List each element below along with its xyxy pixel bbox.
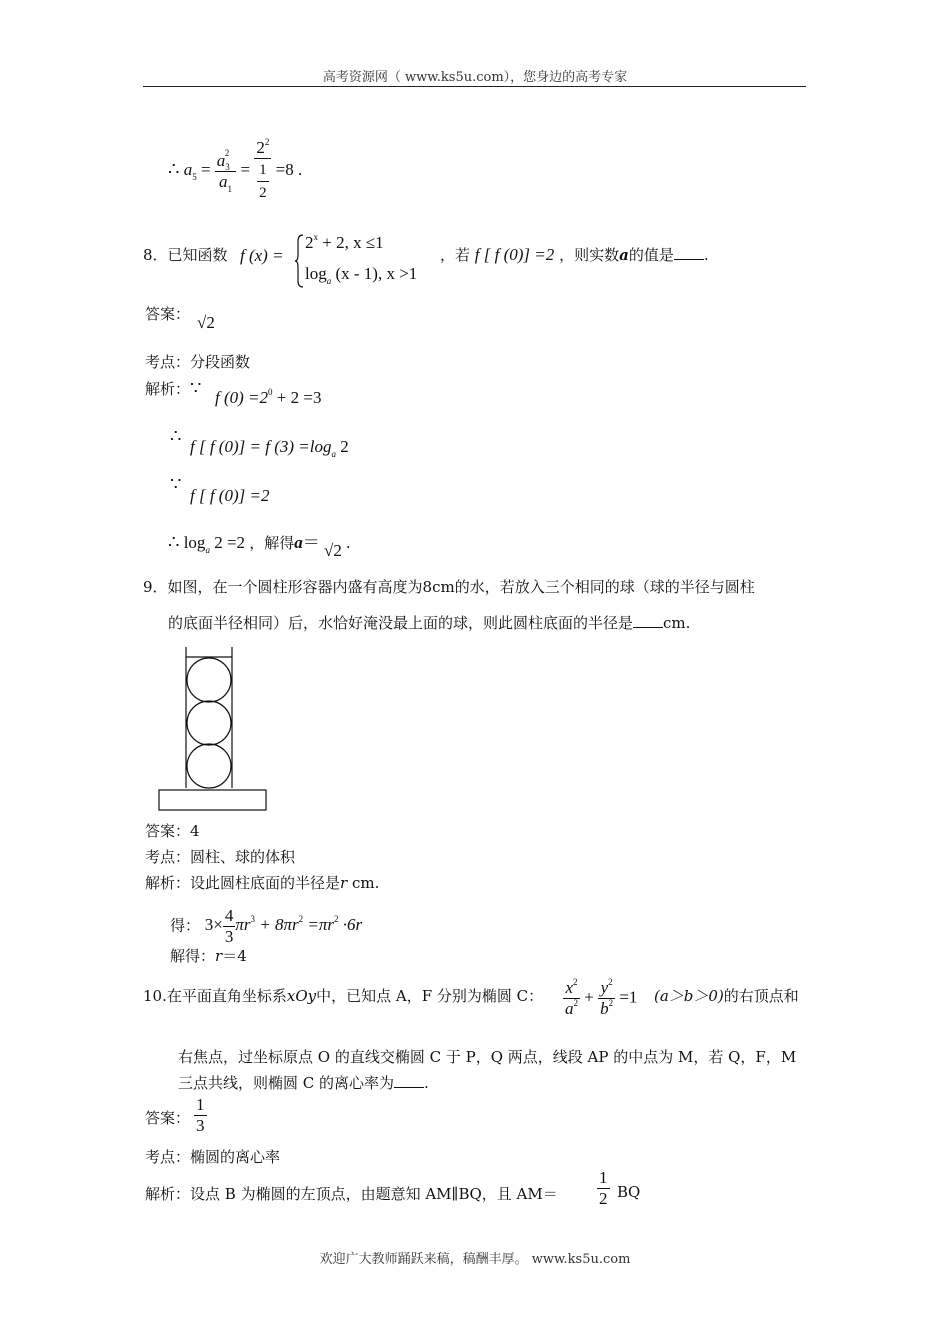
q8-answer: √2 — [197, 313, 215, 332]
q8-step1: f $(0) =2^0 + 2 =3$ — [215, 387, 322, 407]
q9-line1: 9．如图，在一个圆柱形容器内盛有高度为8cm的水，若放入三个相同的球（球的半径与圆柱 — [143, 578, 755, 596]
q8-jiexi-label: 解析：∵ — [145, 378, 202, 399]
q10-answer: $\frac{1}{3}$ — [196, 1095, 205, 1135]
q8-step4: ∴ $\log_a 2 =2$ ，解得a＝ √2 . — [168, 532, 351, 560]
q8-function-lhs: f (x) = — [240, 246, 284, 265]
q8-stem: 8．已知函数 — [143, 246, 228, 264]
q8-step3: f [ f (0)] =2 — [190, 486, 270, 505]
q10-line3: 三点共线，则椭圆 C 的离心率为 . — [178, 1074, 429, 1092]
q10-line1-tail: (a＞b＞0)的右顶点和 — [654, 987, 799, 1005]
q8-condition: ，若 f [ f (0)] =2 ，则实数a的值是 . — [440, 245, 709, 264]
ball-middle — [187, 701, 231, 745]
q9-line2: 的底面半径相同）后，水恰好淹没最上面的球，则此圆柱底面的半径是 cm. — [168, 614, 691, 632]
q8-because-2: ∵ — [170, 474, 182, 495]
q8-step2: f [ f (0)] = f $(3) =\log_a$ 2 — [190, 437, 349, 459]
q10-answer-label: 答案： — [145, 1109, 191, 1127]
q10-line1: 10.在平面直角坐标系xOy中，已知点 A，F 分别为椭圆 C： — [143, 987, 544, 1005]
ball-top — [187, 658, 231, 702]
cylinder-with-three-balls-figure — [155, 645, 270, 813]
q10-answer-blank — [394, 1073, 424, 1088]
q8-answer-label: 答案： — [145, 305, 191, 323]
q9-equation: 得： 3× $\frac{4}{3}$ $\pi r^3 + 8\pi r^2 =\pi r^2 \cdot 6r$ — [170, 906, 363, 946]
page-header: 高考资源网（ www.ks5u.com），您身边的高考专家 — [322, 70, 628, 85]
ball-bottom — [187, 744, 231, 788]
q9-answer-blank — [633, 613, 663, 628]
q8-brace — [294, 233, 304, 289]
q8-kaodian: 考点：分段函数 — [145, 353, 251, 371]
q7-result-line: ∴ $a_5$ = $\frac{a_3^2}{a_1}$ = $\frac{2^2}{\frac{1}{2}}$ =8 . — [168, 138, 302, 204]
q8-answer-blank — [674, 245, 704, 260]
q8-case2: $\log_a (x - 1)$, x >1 — [305, 264, 418, 286]
q8-therefore-1: ∴ — [170, 426, 182, 447]
q10-kaodian: 考点：椭圆的离心率 — [145, 1148, 281, 1166]
q8-case1: $2^x + 2$, x ≤1 — [305, 232, 384, 252]
q7-fraction-2sq-half: $\frac{2^2}{\frac{1}{2}}$ — [254, 138, 271, 204]
q10-jiexi-end: BQ — [617, 1183, 641, 1201]
q9-solution: 解得：r＝4 — [170, 947, 247, 965]
page-footer: 欢迎广大教师踊跃来稿，稿酬丰厚。 www.ks5u.com — [319, 1252, 631, 1267]
header-divider — [143, 86, 806, 87]
q9-jiexi: 解析：设此圆柱底面的半径是r cm. — [145, 874, 380, 892]
q10-half-fraction: $\frac{1}{2}$ — [599, 1168, 608, 1208]
base-stand — [159, 790, 266, 810]
q7-fraction-a3-a1: $\frac{a_3^2}{a_1}$ — [215, 151, 237, 192]
q9-kaodian: 考点：圆柱、球的体积 — [145, 848, 296, 866]
q10-jiexi: 解析：设点 B 为椭圆的左顶点，由题意知 AM∥BQ，且 AM＝ — [145, 1185, 558, 1203]
q10-line2: 右焦点，过坐标原点 O 的直线交椭圆 C 于 P，Q 两点，线段 AP 的中点为 M，若 Q，F，M — [178, 1048, 797, 1066]
q9-answer: 答案：4 — [145, 822, 200, 840]
q10-ellipse-equation: $\frac{x^2}{a^2}$ + $\frac{y^2}{b^2}$ =1 — [565, 977, 638, 1018]
